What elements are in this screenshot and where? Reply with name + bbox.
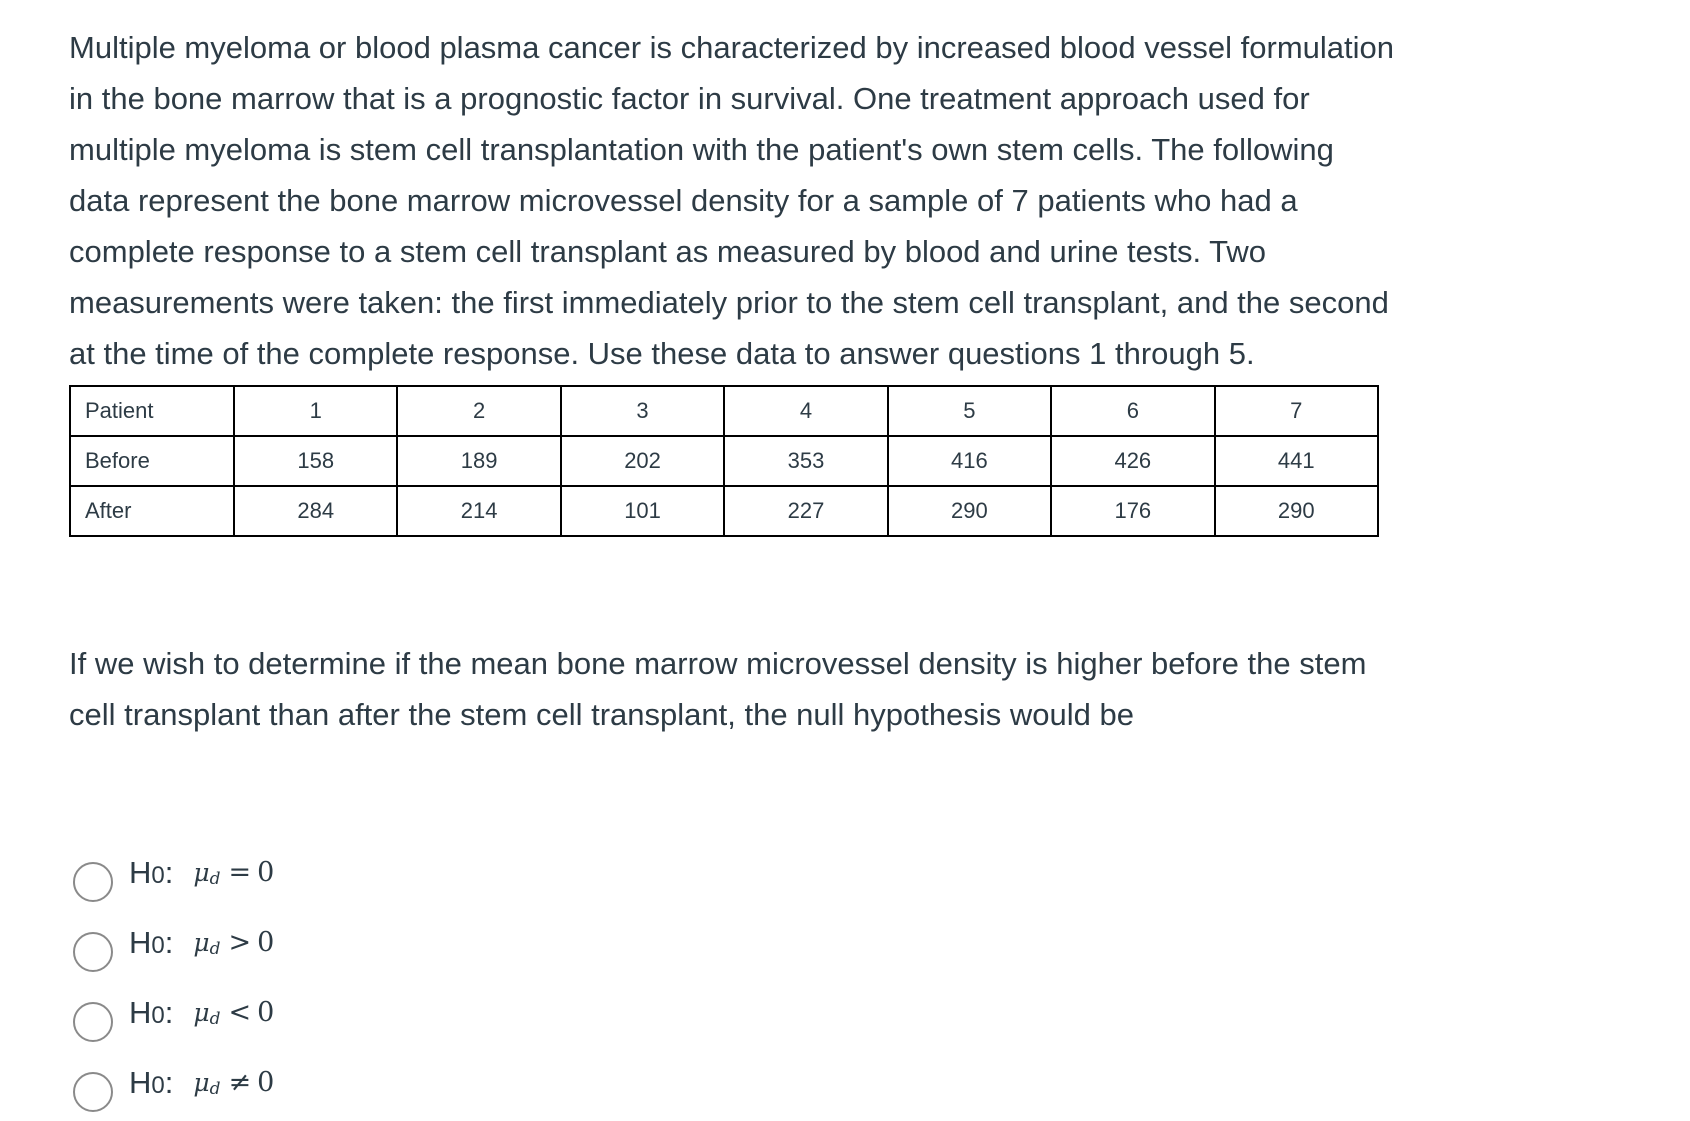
- h-letter: H: [129, 925, 152, 960]
- after-cell: 214: [397, 486, 560, 536]
- option-equal[interactable]: [73, 838, 274, 908]
- row-label-before: Before: [70, 436, 234, 486]
- radio-button[interactable]: [73, 932, 113, 972]
- mu-symbol: [193, 1068, 220, 1099]
- option-math: [193, 927, 274, 959]
- table-row-before: [70, 436, 1378, 486]
- patient-cell: 6: [1051, 386, 1214, 436]
- after-cell: 284: [234, 486, 397, 536]
- after-cell: 101: [561, 486, 724, 536]
- value: 0: [257, 927, 275, 958]
- before-cell: 426: [1051, 436, 1214, 486]
- intro-paragraph: Multiple myeloma or blood plasma cancer is characterized by increased blood vessel formulation in the bone marrow that is a prognostic factor in survival. One treatment approach used for multiple myeloma is stem cell transplantation with the patient's own stem cells. The following data represent the bone marrow microvessel density for a sample of 7 patients who had a complete response to a stem cell transplant as measured by blood and urine tests. Two measurements were taken: the first immediately prior to the stem cell transplant, and the second at the time of the complete response. Use these data to answer questions 1 through 5.: [69, 30, 1395, 371]
- value: 0: [257, 997, 275, 1028]
- after-cell: 176: [1051, 486, 1214, 536]
- table-row-after: [70, 486, 1378, 536]
- option-greater[interactable]: [73, 908, 274, 978]
- mu-letter: μ: [193, 858, 210, 887]
- option-label: H 0 :: [129, 925, 174, 960]
- after-cell: 290: [888, 486, 1051, 536]
- after-cell: 227: [724, 486, 887, 536]
- radio-button[interactable]: [73, 862, 113, 902]
- patient-cell: 3: [561, 386, 724, 436]
- mu-subscript: d: [209, 869, 221, 889]
- patient-cell: 2: [397, 386, 560, 436]
- option-math: [193, 1067, 274, 1099]
- mu-symbol: [193, 928, 220, 959]
- option-label: H 0 :: [129, 995, 174, 1030]
- before-cell: 416: [888, 436, 1051, 486]
- patient-cell: 4: [724, 386, 887, 436]
- before-cell: 202: [561, 436, 724, 486]
- before-cell: 353: [724, 436, 887, 486]
- relation-symbol: =: [228, 857, 252, 888]
- colon: :: [164, 855, 174, 890]
- before-cell: 189: [397, 436, 560, 486]
- patient-cell: 5: [888, 386, 1051, 436]
- option-less[interactable]: [73, 978, 274, 1048]
- option-math: [193, 997, 274, 1029]
- radio-button[interactable]: [73, 1002, 113, 1042]
- radio-button[interactable]: [73, 1072, 113, 1112]
- before-cell: 441: [1215, 436, 1378, 486]
- colon: :: [164, 995, 174, 1030]
- option-not-equal[interactable]: [73, 1048, 274, 1118]
- mu-symbol: [193, 998, 220, 1029]
- mu-letter: μ: [193, 928, 210, 957]
- row-label-after: After: [70, 486, 234, 536]
- colon: :: [164, 925, 174, 960]
- mu-subscript: d: [209, 939, 221, 959]
- mu-letter: μ: [193, 1068, 210, 1097]
- patient-cell: 7: [1215, 386, 1378, 436]
- mu-symbol: [193, 858, 220, 889]
- colon: :: [164, 1065, 174, 1100]
- answer-options: [73, 838, 274, 1118]
- h-letter: H: [129, 1065, 152, 1100]
- mu-subscript: d: [209, 1009, 221, 1029]
- data-table: [69, 385, 1379, 537]
- value: 0: [257, 1067, 275, 1098]
- question-text: If we wish to determine if the mean bone marrow microvessel density is higher before the stem cell transplant than after the stem cell transplant, the null hypothesis would be: [69, 646, 1367, 732]
- after-cell: 290: [1215, 486, 1378, 536]
- row-label-patient: Patient: [70, 386, 234, 436]
- relation-symbol: <: [228, 997, 252, 1028]
- value: 0: [257, 857, 275, 888]
- mu-letter: μ: [193, 998, 210, 1027]
- relation-symbol: >: [228, 927, 252, 958]
- h-letter: H: [129, 995, 152, 1030]
- h-letter: H: [129, 855, 152, 890]
- before-cell: 158: [234, 436, 397, 486]
- mu-subscript: d: [209, 1079, 221, 1099]
- question-content: [69, 22, 1399, 1100]
- patient-cell: 1: [234, 386, 397, 436]
- option-label: H 0 :: [129, 855, 174, 890]
- option-label: H 0 :: [129, 1065, 174, 1100]
- table-row-patient: [70, 386, 1378, 436]
- relation-symbol: ≠: [228, 1067, 252, 1098]
- option-math: [193, 857, 274, 889]
